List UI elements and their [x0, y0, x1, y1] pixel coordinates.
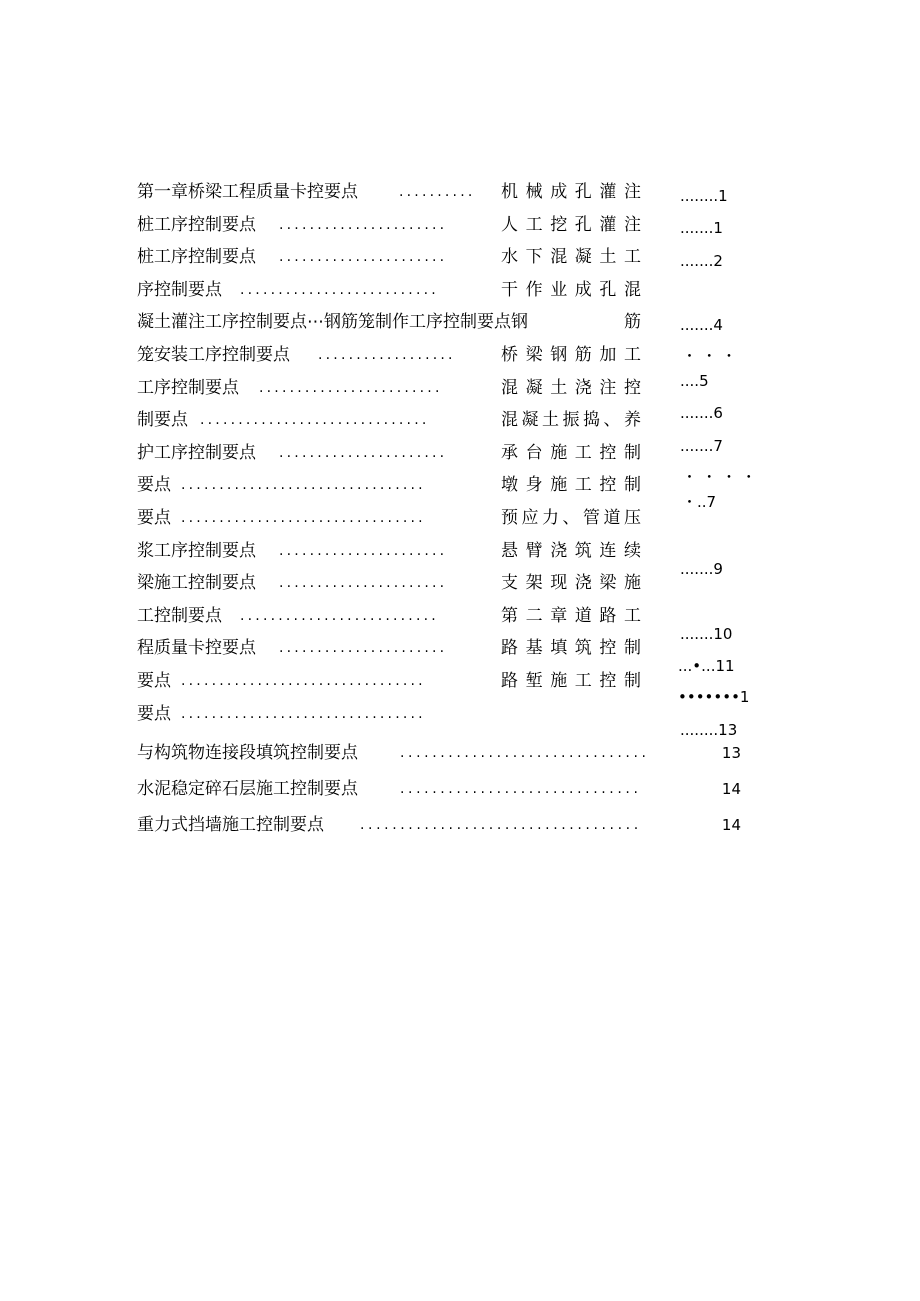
toc-entry-continuation: 墩身施工控制 — [501, 475, 641, 496]
toc-entry-title: 第一章桥梁工程质量卡控要点 — [137, 182, 358, 202]
toc-entry-continuation: 机械成孔灌注 — [501, 182, 641, 202]
toc-entry-continuation: 路堑施工控制 — [501, 670, 641, 691]
toc-entry-title: 制要点 — [137, 410, 188, 431]
toc-entry-title: 工控制要点 — [137, 605, 222, 626]
toc-entry-title: 桩工序控制要点 — [137, 214, 256, 235]
toc-leader-dots: ...................... — [279, 444, 448, 461]
toc-leader-dots: .............................. — [200, 412, 430, 429]
toc-entry-title: 梁施工控制要点 — [137, 573, 256, 594]
toc-entry-continuation: 承台施工控制 — [501, 442, 641, 463]
toc-entry-continuation: 路基填筑控制 — [501, 638, 641, 659]
toc-page-number: .......10 — [680, 625, 733, 643]
toc-leader-dots: ........................ — [259, 379, 443, 396]
toc-line[interactable] — [137, 737, 741, 769]
toc-leader-dots: ...................... — [279, 640, 448, 657]
toc-entry-title: 桩工序控制要点 — [137, 247, 256, 268]
toc-leader-dots: .................. — [318, 346, 456, 363]
toc-page-number: ....5 — [680, 372, 709, 390]
toc-page-number: .......9 — [680, 560, 723, 578]
toc-entry-title: 要点 — [137, 475, 171, 496]
toc-page-number: .......7 — [680, 437, 723, 455]
toc-leader-dots: .............................. — [400, 781, 642, 797]
toc-entry-continuation: 悬臂浇筑连续 — [501, 540, 641, 561]
toc-leader-dots: ...................... — [279, 575, 448, 592]
toc-page-number: ・..7 — [682, 493, 717, 511]
toc-leader-dots: .......................... — [240, 607, 439, 624]
toc-entry-title: 凝土灌注工序控制要点⋯钢筋笼制作工序控制要点钢 — [137, 312, 528, 333]
toc-leader-dots: ................................ — [181, 477, 426, 494]
toc-entry-continuation: 桥梁钢筋加工 — [501, 344, 641, 365]
toc-page-number: ...•...11 — [678, 657, 735, 675]
toc-entry-title: 水泥稳定碎石层施工控制要点 — [137, 779, 358, 799]
toc-leader-dots: ................................... — [360, 817, 642, 833]
toc-leader-dots: .......................... — [240, 281, 439, 298]
toc-entry-title: 要点 — [137, 703, 171, 724]
toc-entry-continuation: 筋 — [624, 312, 641, 333]
toc-leader-dots: ...................... — [279, 542, 448, 559]
toc-entry-title: 程质量卡控要点 — [137, 638, 256, 659]
toc-entry-continuation: 混凝土浇注控 — [501, 377, 641, 398]
toc-entry-continuation: 预应力、管道压 — [501, 507, 641, 528]
toc-entry-continuation: 支架现浇梁施 — [501, 573, 641, 594]
toc-page-number: •••••••1 — [678, 688, 750, 706]
toc-page-number: 13 — [721, 744, 741, 762]
toc-page-number: .......4 — [680, 316, 723, 334]
toc-leader-dots: ................................ — [181, 509, 426, 526]
toc-entry-title: 重力式挡墙施工控制要点 — [137, 815, 324, 835]
toc-entry-continuation: 水下混凝土工 — [501, 247, 641, 268]
toc-entry-title: 护工序控制要点 — [137, 442, 256, 463]
toc-page-number: .......2 — [680, 252, 723, 270]
toc-leader-dots: ................................ — [181, 705, 426, 722]
toc-entry-title: 工序控制要点 — [137, 377, 239, 398]
toc-page-number: 14 — [721, 816, 741, 834]
toc-leader-dots: ................................ — [181, 672, 426, 689]
toc-entry-title: 笼安装工序控制要点 — [137, 344, 290, 365]
toc-entry-title: 序控制要点 — [137, 279, 222, 300]
toc-entry-title: 与构筑物连接段填筑控制要点 — [137, 743, 358, 763]
toc-page-number: ・ ・ ・ ・ — [682, 468, 757, 486]
toc-page-number: ・ ・ ・ — [682, 347, 737, 365]
toc-page-number: .......6 — [680, 404, 723, 422]
toc-entry-continuation: 人工挖孔灌注 — [501, 214, 641, 235]
toc-page-number: 14 — [721, 780, 741, 798]
toc-page-number: .......1 — [680, 219, 723, 237]
toc-page-number: ........1 — [680, 187, 728, 205]
toc-line[interactable] — [137, 809, 741, 841]
toc-leader-dots: .......... — [399, 184, 476, 200]
toc-leader-dots: ............................... — [400, 745, 650, 761]
toc-line[interactable] — [137, 773, 741, 805]
toc-leader-dots: ...................... — [279, 249, 448, 266]
toc-leader-dots: ...................... — [279, 216, 448, 233]
toc-entry-title: 浆工序控制要点 — [137, 540, 256, 561]
toc-entry-title: 要点 — [137, 507, 171, 528]
toc-entry-continuation: 混凝土振捣、养 — [501, 410, 641, 431]
toc-entry-title: 要点 — [137, 670, 171, 691]
toc-entry-continuation: 第二章道路工 — [501, 605, 641, 626]
toc-page-number: ........13 — [680, 721, 738, 739]
toc-entry-continuation: 干作业成孔混 — [501, 279, 641, 300]
